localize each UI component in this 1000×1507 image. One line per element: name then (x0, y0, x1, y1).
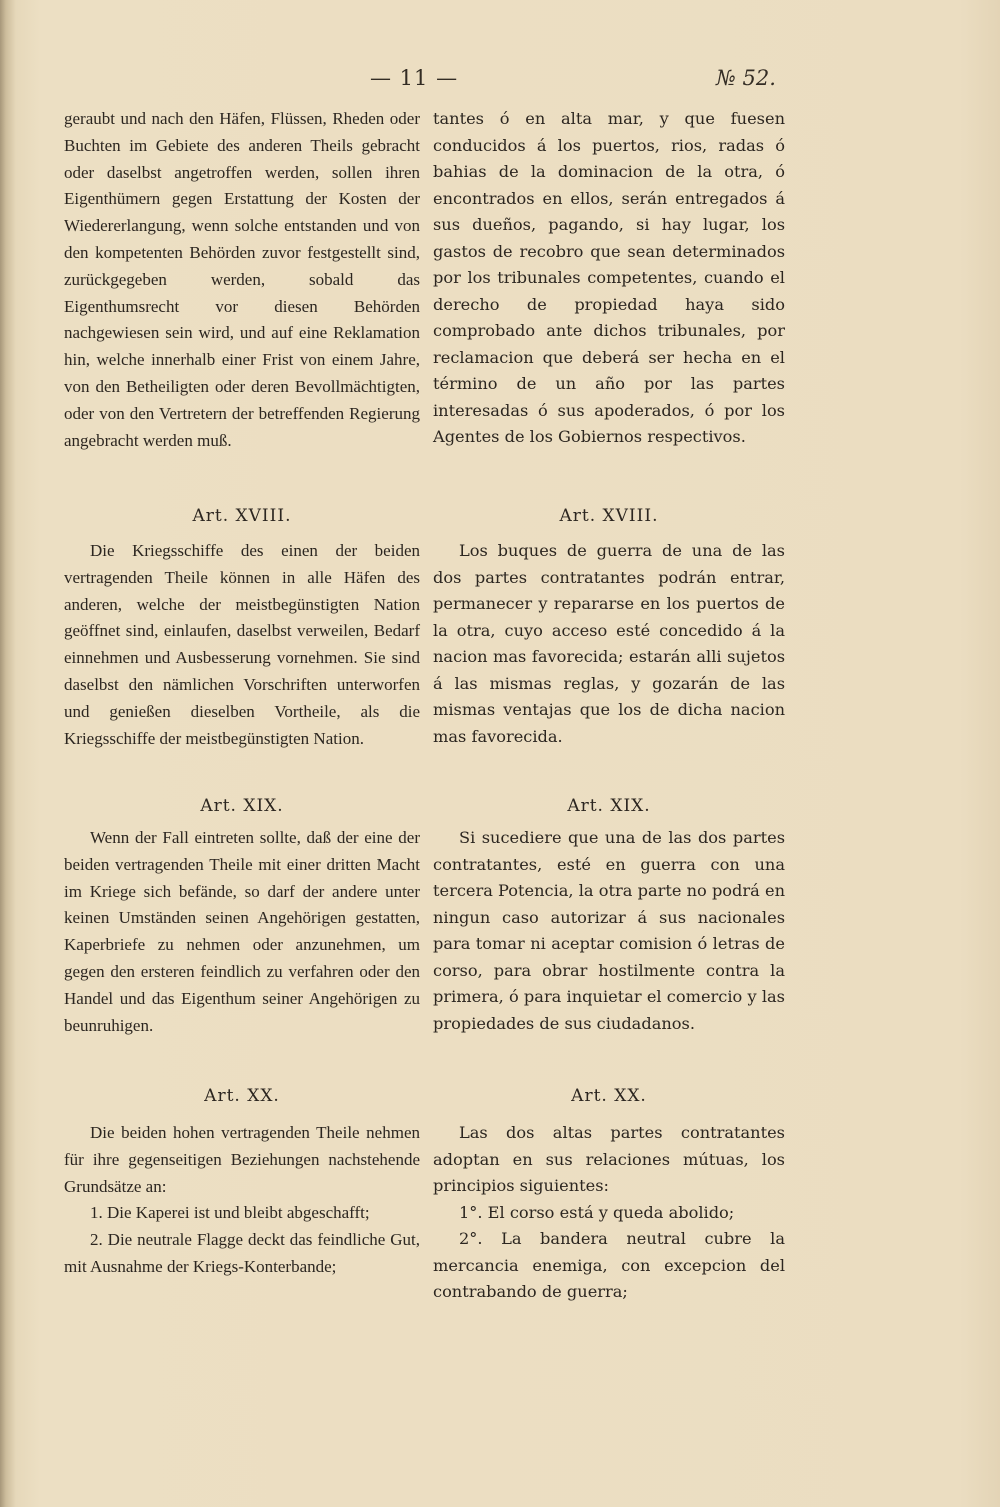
article-xix-text: Si sucediere que una de las dos partes contratantes, esté en guerra con una tercera Potencia, la otra parte no podrá en ningun caso autorizar á sus nacionales para tomar ni aceptar comision ó letras de corso, para obrar hostilmente contra la primera, ó para inquietar el comercio y las propiedades de sus ciudadanos. (433, 828, 785, 1033)
article-xx-item-2: 2°. La bandera neutral cubre la mercancia enemiga, con excepcion del contrabando de guerra; (433, 1229, 785, 1301)
article-xviii-text: Die Kriegsschiffe des einen der beiden vertragenden Theile können in alle Häfen des anderen, welche der meistbegünstigten Nation geöffnet sind, einlaufen, daselbst verweilen, Bedarf einnehmen und Ausbesserung vornehmen. Sie sind daselbst den nämlichen Vorschriften unterworfen und genießen dieselben Vortheile, als die Kriegsschiffe der meistbegünstigten Nation. (64, 541, 420, 748)
article-heading-xviii: Art. XVIII. (192, 506, 292, 526)
article-heading-xx: Art. XX. (571, 1086, 647, 1106)
article-xx-text: Die beiden hohen vertragenden Theile nehmen für ihre gegenseitigen Beziehungen nachstehende Grundsätze an: (64, 1123, 420, 1196)
document-number: № 52. (716, 66, 776, 90)
article-heading-xix: Art. XIX. (200, 796, 284, 816)
article-heading-xix: Art. XIX. (567, 796, 651, 816)
page-number: — 11 — (370, 66, 459, 90)
page-header (0, 62, 1000, 98)
paragraph-continued: tantes ó en alta mar, y que fuesen conducidos á los puertos, rios, radas ó bahias de la dominacion de la otra, ó encontrados en ellos, serán entregados á sus dueños, pagando, si hay lugar, los gastos de recobro que sean determinados por los tribunales competentes, cuando el derecho de propiedad haya sido comprobado ante dichos tribunales, por reclamacion que deberá ser hecha en el término de un año por las partes interesadas ó sus apoderados, ó por los Agentes de los Gobiernos respectivos. (433, 109, 785, 446)
article-xx-text: Las dos altas partes contratantes adoptan en sus relaciones mútuas, los principios siguientes: (433, 1123, 785, 1195)
article-xix-text: Wenn der Fall eintreten sollte, daß der eine der beiden vertragenden Theile mit einer dritten Macht im Kriege sich befände, so darf der andere unter keinen Umständen seinen Angehörigen gestatten, Kaperbriefe zu nehmen oder anzunehmen, um gegen den ersteren feindlich zu verfahren oder den Handel und das Eigenthum seiner Angehörigen zu beunruhigen. (64, 828, 420, 1035)
article-heading-xviii: Art. XVIII. (559, 506, 659, 526)
article-xx-item-1: 1. Die Kaperei ist und bleibt abgeschafft; (90, 1203, 370, 1223)
article-xviii-text: Los buques de guerra de una de las dos partes contratantes podrán entrar, permanecer y repararse en los puertos de la otra, cuyo acceso esté concedido á la nacion mas favorecida; estarán alli sujetos á las mismas reglas, y gozarán de las mismas ventajas que los de dicha nacion mas favorecida. (433, 541, 785, 746)
paragraph-continued: geraubt und nach den Häfen, Flüssen, Rheden oder Buchten im Gebiete des anderen Theils gebracht oder daselbst angetroffen werden, sollen ihren Eigenthümern gegen Erstattung der Kosten der Wiedererlangung, wenn solche entstanden und von den kompetenten Behörden zuvor festgestellt sind, zurückgegeben werden, sobald das Eigenthumsrecht vor diesen Behörden nachgewiesen sein wird, und auf eine Reklamation hin, welche innerhalb einer Frist von einem Jahre, von den Betheiligten oder deren Bevollmächtigten, oder von den Vertretern der betreffenden Regierung angebracht werden muß. (64, 109, 420, 450)
article-xx-item-2: 2. Die neutrale Flagge deckt das feindliche Gut, mit Ausnahme der Kriegs-Konterbande; (64, 1230, 420, 1276)
article-heading-xx: Art. XX. (204, 1086, 280, 1106)
article-xx-item-1: 1°. El corso está y queda abolido; (459, 1202, 735, 1222)
